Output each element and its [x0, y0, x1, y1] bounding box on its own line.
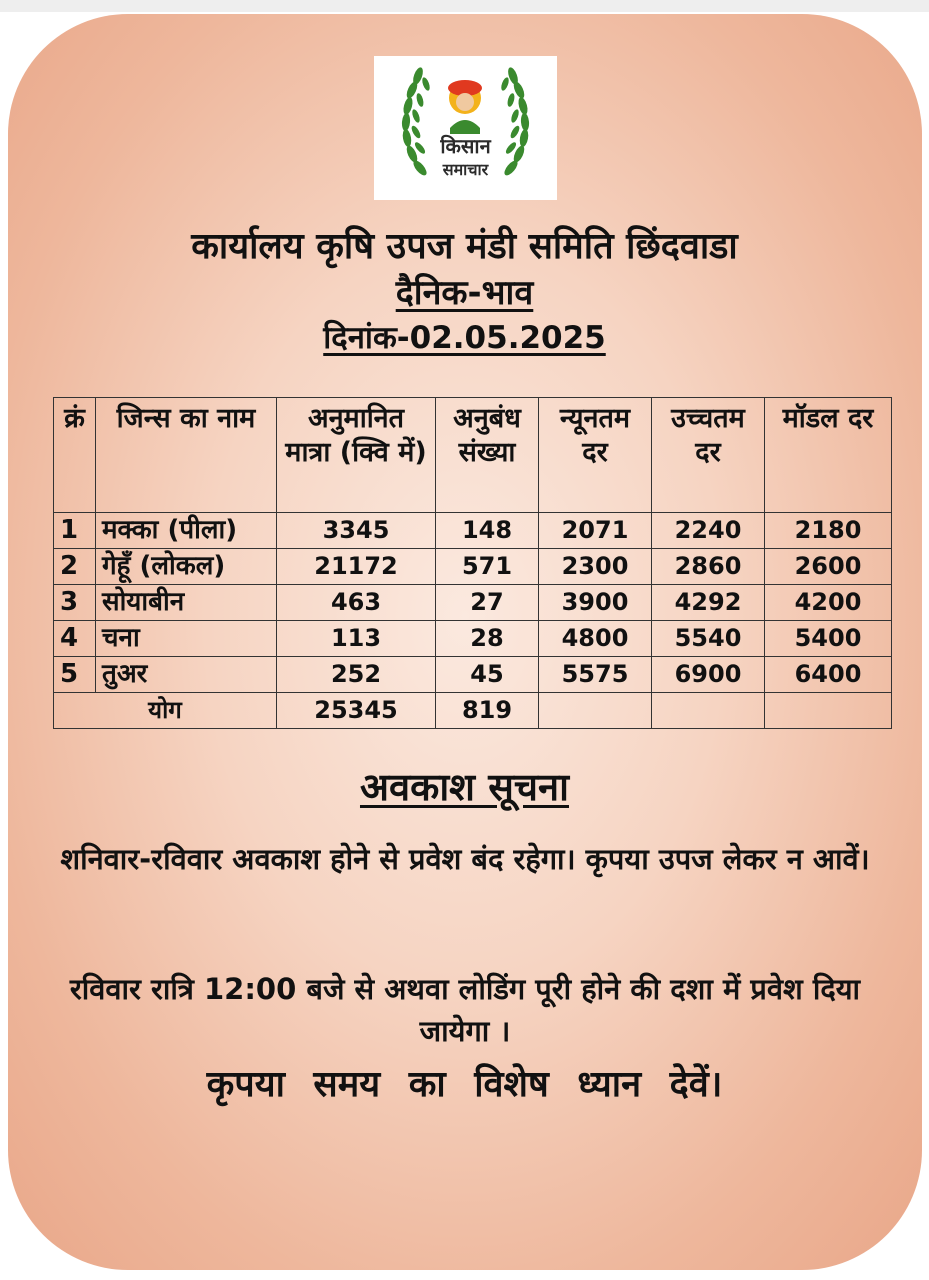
header-max-rate: उच्चतम दर [652, 398, 765, 513]
cell-quantity: 3345 [277, 513, 436, 549]
cell-modal-rate: 4200 [765, 585, 892, 621]
cell-modal-rate: 5400 [765, 621, 892, 657]
table-row [54, 513, 892, 549]
cell-commodity: गेहूँ (लोकल) [96, 549, 277, 585]
daily-rate-label: दैनिक-भाव [395, 273, 534, 313]
date-label: दिनांक-02.05.2025 [323, 320, 606, 356]
cell-contracts: 28 [436, 621, 539, 657]
cell-contracts: 148 [436, 513, 539, 549]
logo-line2: समाचार [442, 160, 489, 179]
header-serial: क्रं [54, 398, 96, 513]
notice-paragraph-1: शनिवार-रविवार अवकाश होने से प्रवेश बंद रहेगा। कृपया उपज लेकर न आवें। [60, 842, 870, 876]
holiday-notice-label: अवकाश सूचना [359, 765, 569, 809]
cell-modal-rate: 6400 [765, 657, 892, 693]
table-header-row [54, 398, 892, 513]
header-quantity: अनुमानित मात्रा (क्वि में) [277, 398, 436, 513]
kisan-samachar-logo [374, 56, 557, 200]
cell-total-quantity: 25345 [277, 693, 436, 729]
cell-quantity: 21172 [277, 549, 436, 585]
cell-contracts: 45 [436, 657, 539, 693]
table-total-row [54, 693, 892, 729]
rates-table [53, 397, 892, 729]
notice-paragraph-2: रविवार रात्रि 12:00 बजे से अथवा लोडिंग पूरी होने की दशा में प्रवेश दिया जायेगा । [69, 972, 861, 1048]
cell-contracts: 27 [436, 585, 539, 621]
cell-total-label: योग [54, 693, 277, 729]
cell-commodity: तुअर [96, 657, 277, 693]
cell-min-rate: 5575 [539, 657, 652, 693]
date-line [0, 316, 929, 358]
header-contracts: अनुबंध संख्या [436, 398, 539, 513]
header-min-rate: न्यूनतम दर [539, 398, 652, 513]
top-status-bar [0, 0, 929, 12]
cell-quantity: 463 [277, 585, 436, 621]
cell-min-rate: 2071 [539, 513, 652, 549]
table-row [54, 549, 892, 585]
table-row [54, 657, 892, 693]
cell-serial: 3 [54, 585, 96, 621]
daily-rate-heading [0, 268, 929, 314]
cell-serial: 1 [54, 513, 96, 549]
cell-modal-rate: 2180 [765, 513, 892, 549]
cell-total-contracts: 819 [436, 693, 539, 729]
cell-serial: 2 [54, 549, 96, 585]
cell-quantity: 252 [277, 657, 436, 693]
cell-empty [765, 693, 892, 729]
cell-quantity: 113 [277, 621, 436, 657]
cell-max-rate: 4292 [652, 585, 765, 621]
cell-min-rate: 4800 [539, 621, 652, 657]
cell-min-rate: 3900 [539, 585, 652, 621]
cell-empty [539, 693, 652, 729]
cell-empty [652, 693, 765, 729]
holiday-notice-heading [0, 760, 929, 812]
cell-max-rate: 5540 [652, 621, 765, 657]
cell-max-rate: 2860 [652, 549, 765, 585]
cell-min-rate: 2300 [539, 549, 652, 585]
cell-max-rate: 6900 [652, 657, 765, 693]
cell-commodity: मक्का (पीला) [96, 513, 277, 549]
cell-commodity: सोयाबीन [96, 585, 277, 621]
cell-max-rate: 2240 [652, 513, 765, 549]
notice-closing: कृपया समय का विशेष ध्यान देवें। [206, 1064, 723, 1105]
logo-line1: किसान [440, 134, 491, 158]
cell-serial: 5 [54, 657, 96, 693]
cell-serial: 4 [54, 621, 96, 657]
cell-contracts: 571 [436, 549, 539, 585]
header-commodity: जिन्स का नाम [96, 398, 277, 513]
cell-commodity: चना [96, 621, 277, 657]
table-row [54, 585, 892, 621]
office-title: कार्यालय कृषि उपज मंडी समिति छिंदवाडा [191, 226, 738, 267]
header-modal-rate: मॉडल दर [765, 398, 892, 513]
cell-modal-rate: 2600 [765, 549, 892, 585]
table-row [54, 621, 892, 657]
